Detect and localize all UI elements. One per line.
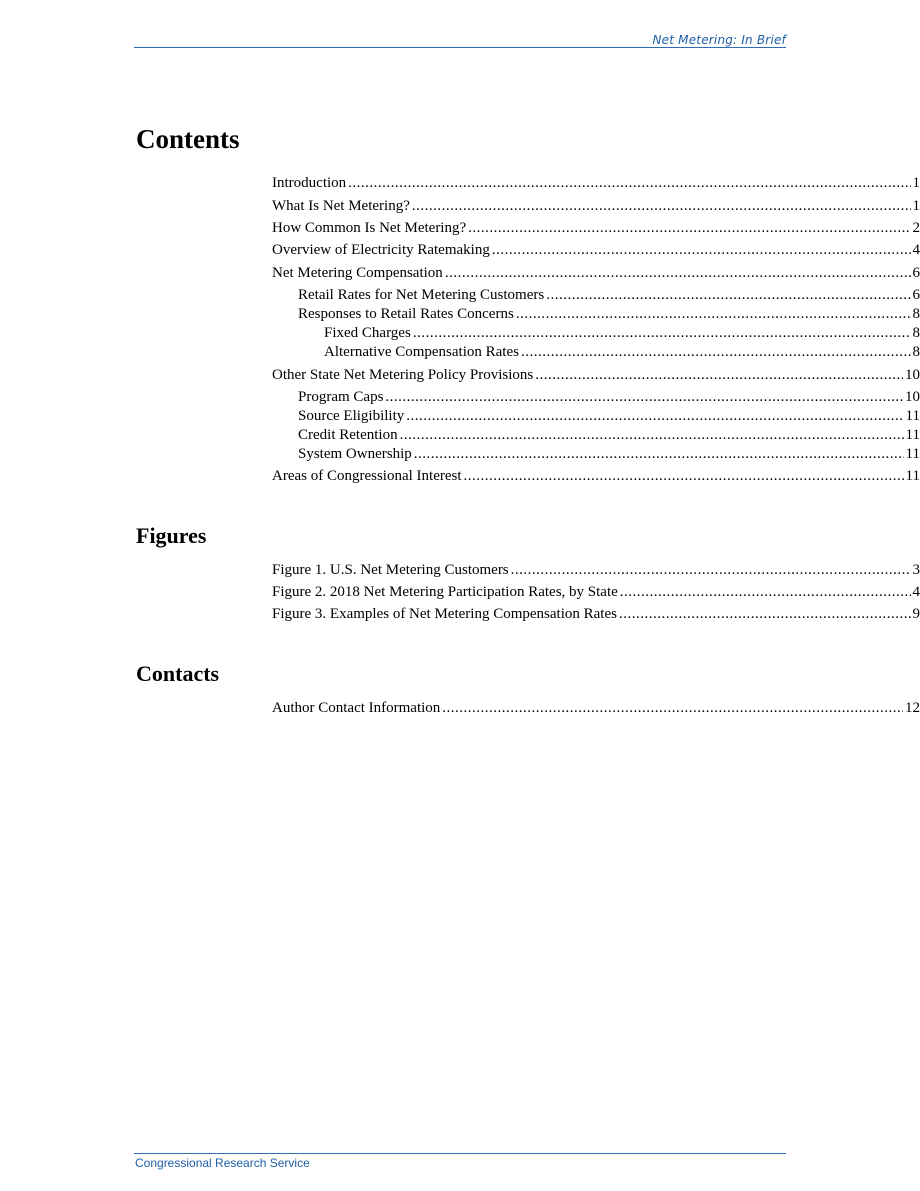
toc-entry-page: 1 bbox=[912, 175, 920, 191]
dot-leader bbox=[385, 388, 903, 406]
toc-entry-page: 3 bbox=[912, 562, 920, 578]
toc-entry-label: Author Contact Information bbox=[272, 700, 441, 716]
dot-leader bbox=[412, 197, 911, 215]
dot-leader bbox=[406, 407, 903, 425]
dot-leader bbox=[442, 699, 903, 717]
toc-entry-page: 11 bbox=[905, 446, 920, 462]
header-rule bbox=[134, 47, 786, 48]
toc-subsubentry[interactable] bbox=[324, 343, 920, 361]
toc-entry-label: Fixed Charges bbox=[324, 325, 411, 341]
toc-entry-page: 11 bbox=[905, 427, 920, 443]
dot-leader bbox=[516, 305, 911, 323]
contents-heading: Contents bbox=[136, 124, 240, 154]
dot-leader bbox=[620, 583, 911, 601]
toc-entry-page: 11 bbox=[905, 468, 920, 484]
running-header: Net Metering: In Brief bbox=[652, 33, 786, 47]
toc-entry-page: 11 bbox=[905, 408, 920, 424]
toc-entry-label: Credit Retention bbox=[298, 427, 398, 443]
toc-entry-label: Other State Net Metering Policy Provisions bbox=[272, 367, 534, 383]
dot-leader bbox=[414, 445, 904, 463]
dot-leader bbox=[464, 467, 904, 485]
figure-entry[interactable] bbox=[272, 605, 920, 623]
contacts-heading: Contacts bbox=[136, 661, 220, 686]
toc-subentry[interactable] bbox=[298, 305, 920, 323]
dot-leader bbox=[521, 343, 911, 361]
toc-entry[interactable] bbox=[272, 241, 920, 259]
toc-entry-page: 8 bbox=[912, 344, 920, 360]
contact-entry[interactable] bbox=[272, 699, 920, 717]
toc-entry-label: Alternative Compensation Rates bbox=[324, 344, 519, 360]
toc-subentry[interactable] bbox=[298, 286, 920, 304]
toc-subsubentry[interactable] bbox=[324, 324, 920, 342]
toc-entry-label: Overview of Electricity Ratemaking bbox=[272, 242, 490, 258]
toc-entry-label: Retail Rates for Net Metering Customers bbox=[298, 287, 545, 303]
toc-entry[interactable] bbox=[272, 467, 920, 485]
toc-entry-page: 10 bbox=[905, 367, 920, 383]
toc-entry-page: 4 bbox=[912, 242, 920, 258]
toc-entry-page: 9 bbox=[912, 606, 920, 622]
footer-publisher: Congressional Research Service bbox=[135, 1156, 310, 1170]
dot-leader bbox=[348, 174, 910, 192]
toc-subentry[interactable] bbox=[298, 426, 920, 444]
toc-entry-label: System Ownership bbox=[298, 446, 412, 462]
toc-entry-label: What Is Net Metering? bbox=[272, 198, 410, 214]
toc-entry-label: Figure 1. U.S. Net Metering Customers bbox=[272, 562, 509, 578]
toc-entry-page: 10 bbox=[905, 389, 920, 405]
figure-entry[interactable] bbox=[272, 583, 920, 601]
figures-heading: Figures bbox=[136, 523, 207, 548]
dot-leader bbox=[468, 219, 910, 237]
toc-entry-label: How Common Is Net Metering? bbox=[272, 220, 467, 236]
toc-entry-label: Figure 2. 2018 Net Metering Participation Rates, by State bbox=[272, 584, 618, 600]
toc-entry-page: 8 bbox=[912, 306, 920, 322]
dot-leader bbox=[413, 324, 911, 342]
toc-entry[interactable] bbox=[272, 197, 920, 215]
dot-leader bbox=[400, 426, 904, 444]
toc-entry-label: Program Caps bbox=[298, 389, 384, 405]
dot-leader bbox=[619, 605, 911, 623]
toc-entry-label: Figure 3. Examples of Net Metering Compensation Rates bbox=[272, 606, 617, 622]
toc-entry-label: Responses to Retail Rates Concerns bbox=[298, 306, 514, 322]
toc-entry-page: 6 bbox=[912, 287, 920, 303]
dot-leader bbox=[445, 264, 911, 282]
toc-subentry[interactable] bbox=[298, 407, 920, 425]
toc-entry[interactable] bbox=[272, 366, 920, 384]
dot-leader bbox=[546, 286, 910, 304]
toc-entry[interactable] bbox=[272, 264, 920, 282]
toc-entry-label: Areas of Congressional Interest bbox=[272, 468, 462, 484]
dot-leader bbox=[535, 366, 903, 384]
footer-rule bbox=[134, 1153, 786, 1154]
toc-entry-label: Introduction bbox=[272, 175, 347, 191]
dot-leader bbox=[511, 561, 911, 579]
dot-leader bbox=[492, 241, 911, 259]
toc-entry-page: 2 bbox=[912, 220, 920, 236]
toc-entry-page: 8 bbox=[912, 325, 920, 341]
toc-entry[interactable] bbox=[272, 174, 920, 192]
toc-entry-label: Source Eligibility bbox=[298, 408, 405, 424]
toc-entry-label: Net Metering Compensation bbox=[272, 265, 443, 281]
toc-subentry[interactable] bbox=[298, 445, 920, 463]
toc-subentry[interactable] bbox=[298, 388, 920, 406]
toc-entry[interactable] bbox=[272, 219, 920, 237]
toc-entry-page: 12 bbox=[905, 700, 920, 716]
figure-entry[interactable] bbox=[272, 561, 920, 579]
toc-entry-page: 1 bbox=[912, 198, 920, 214]
toc-entry-page: 6 bbox=[912, 265, 920, 281]
toc-entry-page: 4 bbox=[912, 584, 920, 600]
